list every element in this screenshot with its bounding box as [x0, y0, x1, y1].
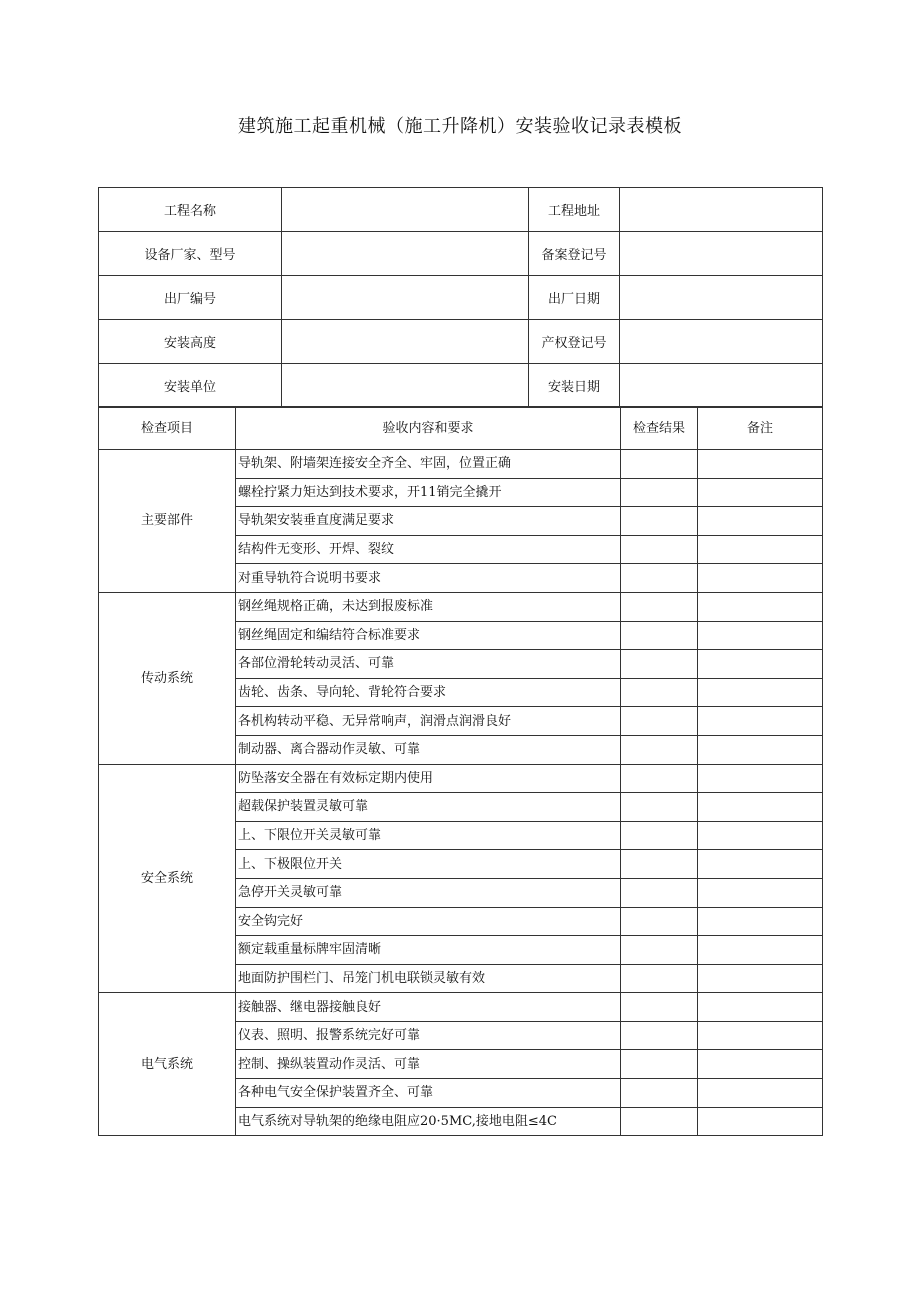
info-value-field[interactable]	[620, 364, 823, 408]
check-item-text: 制动器、离合器动作灵敏、可靠	[236, 735, 621, 764]
info-value-field[interactable]	[620, 232, 823, 276]
check-item-text: 钢丝绳规格正确，未达到报废标准	[236, 592, 621, 621]
remark-cell[interactable]	[698, 1050, 823, 1079]
remark-cell[interactable]	[698, 678, 823, 707]
check-result-cell[interactable]	[621, 478, 698, 507]
page-title: 建筑施工起重机械（施工升降机）安装验收记录表模板	[238, 116, 682, 137]
check-result-cell[interactable]	[621, 1021, 698, 1050]
info-label: 设备厂家、型号	[99, 232, 282, 276]
check-item-text: 上、下极限位开关	[236, 850, 621, 879]
info-label: 产权登记号	[529, 320, 620, 364]
check-result-cell[interactable]	[621, 964, 698, 993]
check-row	[99, 592, 823, 621]
check-item-text: 钢丝绳固定和编结符合标准要求	[236, 621, 621, 650]
remark-cell[interactable]	[698, 878, 823, 907]
check-item-text: 超载保护装置灵敏可靠	[236, 793, 621, 822]
remark-cell[interactable]	[698, 592, 823, 621]
info-row	[99, 320, 823, 364]
check-row	[99, 450, 823, 479]
check-item-text: 各部位滑轮转动灵活、可靠	[236, 650, 621, 679]
remark-cell[interactable]	[698, 478, 823, 507]
check-result-cell[interactable]	[621, 735, 698, 764]
remark-cell[interactable]	[698, 735, 823, 764]
check-result-cell[interactable]	[621, 764, 698, 793]
check-result-cell[interactable]	[621, 1107, 698, 1136]
check-result-cell[interactable]	[621, 1050, 698, 1079]
info-row	[99, 276, 823, 320]
check-result-cell[interactable]	[621, 821, 698, 850]
info-label: 安装日期	[529, 364, 620, 408]
check-item-text: 防坠落安全器在有效标定期内使用	[236, 764, 621, 793]
check-result-cell[interactable]	[621, 793, 698, 822]
remark-cell[interactable]	[698, 793, 823, 822]
remark-cell[interactable]	[698, 1079, 823, 1108]
info-row	[99, 364, 823, 408]
check-result-cell[interactable]	[621, 650, 698, 679]
check-result-cell[interactable]	[621, 450, 698, 479]
group-name: 传动系统	[99, 592, 236, 764]
info-value-field[interactable]	[282, 232, 529, 276]
info-table	[98, 187, 823, 408]
checklist-table	[98, 406, 823, 1136]
check-item-text: 额定载重量标牌牢固清晰	[236, 936, 621, 965]
group-name: 安全系统	[99, 764, 236, 993]
check-item-text: 接触器、继电器接触良好	[236, 993, 621, 1022]
check-item-text: 安全钩完好	[236, 907, 621, 936]
info-row	[99, 232, 823, 276]
remark-cell[interactable]	[698, 621, 823, 650]
check-result-cell[interactable]	[621, 1079, 698, 1108]
info-value-field[interactable]	[620, 320, 823, 364]
check-result-cell[interactable]	[621, 707, 698, 736]
check-result-cell[interactable]	[621, 564, 698, 593]
remark-cell[interactable]	[698, 650, 823, 679]
info-label: 出厂编号	[99, 276, 282, 320]
check-item-text: 急停开关灵敏可靠	[236, 878, 621, 907]
check-item-text: 对重导轨符合说明书要求	[236, 564, 621, 593]
remark-cell[interactable]	[698, 1107, 823, 1136]
remark-cell[interactable]	[698, 964, 823, 993]
check-item-text: 结构件无变形、开焊、裂纹	[236, 535, 621, 564]
check-item-text: 仪表、照明、报警系统完好可靠	[236, 1021, 621, 1050]
remark-cell[interactable]	[698, 764, 823, 793]
info-value-field[interactable]	[282, 320, 529, 364]
check-result-cell[interactable]	[621, 507, 698, 536]
info-label: 工程地址	[529, 188, 620, 232]
header-result: 检查结果	[621, 407, 698, 450]
header-content: 验收内容和要求	[236, 407, 621, 450]
remark-cell[interactable]	[698, 907, 823, 936]
remark-cell[interactable]	[698, 850, 823, 879]
check-row	[99, 993, 823, 1022]
check-result-cell[interactable]	[621, 850, 698, 879]
info-label: 安装单位	[99, 364, 282, 408]
info-label: 工程名称	[99, 188, 282, 232]
check-item-text: 电气系统对导轨架的绝缘电阻应20·5MC,接地电阻≤4C	[236, 1107, 621, 1136]
check-item-text: 各种电气安全保护装置齐全、可靠	[236, 1079, 621, 1108]
check-item-text: 导轨架、附墙架连接安全齐全、牢固，位置正确	[236, 450, 621, 479]
remark-cell[interactable]	[698, 993, 823, 1022]
check-item-text: 导轨架安装垂直度满足要求	[236, 507, 621, 536]
check-item-text: 上、下限位开关灵敏可靠	[236, 821, 621, 850]
info-value-field[interactable]	[282, 188, 529, 232]
remark-cell[interactable]	[698, 707, 823, 736]
info-row	[99, 188, 823, 232]
remark-cell[interactable]	[698, 450, 823, 479]
check-item-text: 地面防护围栏门、吊笼门机电联锁灵敏有效	[236, 964, 621, 993]
check-result-cell[interactable]	[621, 878, 698, 907]
check-result-cell[interactable]	[621, 621, 698, 650]
check-result-cell[interactable]	[621, 907, 698, 936]
info-value-field[interactable]	[282, 276, 529, 320]
remark-cell[interactable]	[698, 535, 823, 564]
info-label: 备案登记号	[529, 232, 620, 276]
info-value-field[interactable]	[620, 188, 823, 232]
info-value-field[interactable]	[620, 276, 823, 320]
info-label: 出厂日期	[529, 276, 620, 320]
group-name: 电气系统	[99, 993, 236, 1136]
remark-cell[interactable]	[698, 821, 823, 850]
header-remark: 备注	[698, 407, 823, 450]
header-item: 检查项目	[99, 407, 236, 450]
info-label: 安装高度	[99, 320, 282, 364]
group-name: 主要部件	[99, 450, 236, 593]
check-item-text: 螺栓拧紧力矩达到技术要求，开11销完全撬开	[236, 478, 621, 507]
check-item-text: 控制、操纵装置动作灵活、可靠	[236, 1050, 621, 1079]
info-value-field[interactable]	[282, 364, 529, 408]
checklist-header-row	[99, 407, 823, 450]
check-result-cell[interactable]	[621, 936, 698, 965]
check-result-cell[interactable]	[621, 993, 698, 1022]
check-result-cell[interactable]	[621, 592, 698, 621]
check-row	[99, 764, 823, 793]
remark-cell[interactable]	[698, 507, 823, 536]
check-item-text: 齿轮、齿条、导向轮、背轮符合要求	[236, 678, 621, 707]
check-item-text: 各机构转动平稳、无异常响声，润滑点润滑良好	[236, 707, 621, 736]
check-result-cell[interactable]	[621, 535, 698, 564]
check-result-cell[interactable]	[621, 678, 698, 707]
remark-cell[interactable]	[698, 1021, 823, 1050]
remark-cell[interactable]	[698, 936, 823, 965]
remark-cell[interactable]	[698, 564, 823, 593]
